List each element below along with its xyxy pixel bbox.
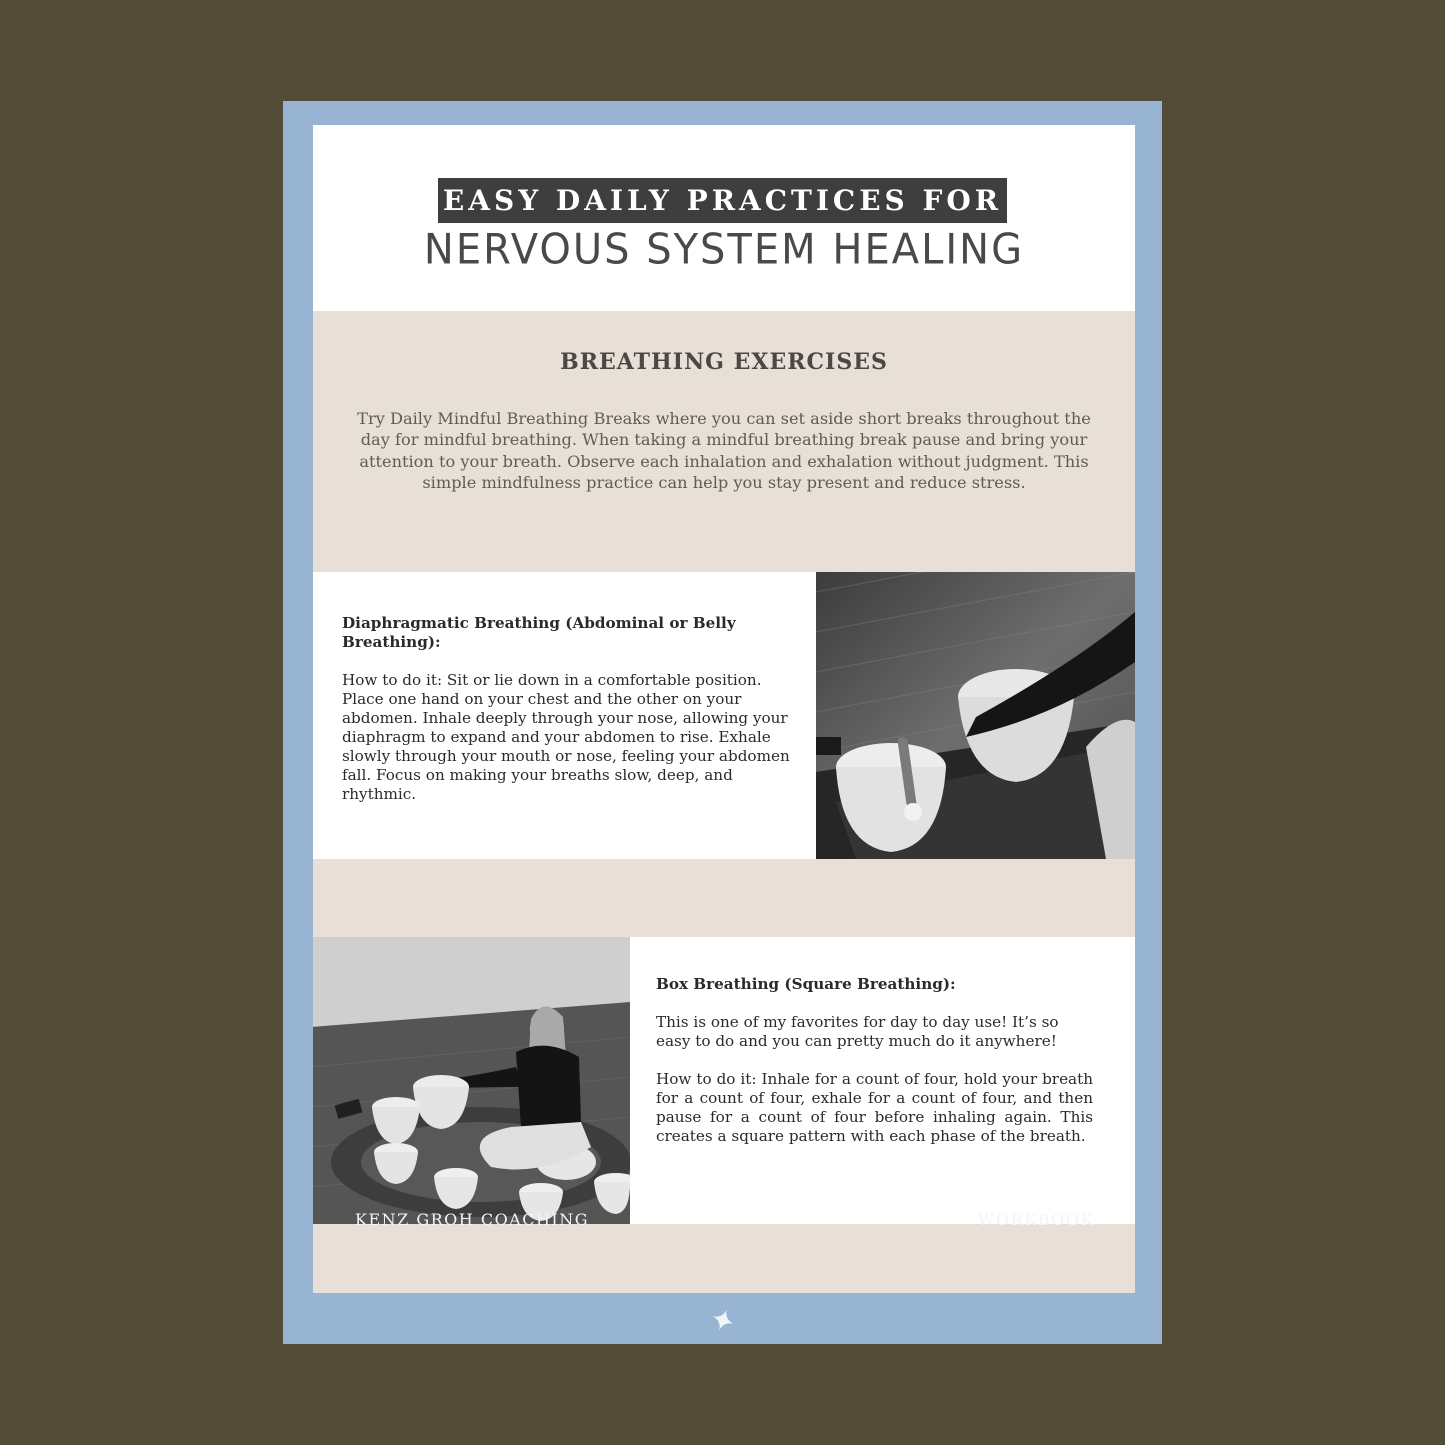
coach-photo xyxy=(313,937,630,1224)
card-text xyxy=(656,975,1093,1165)
card-body: How to do it: Inhale for a count of four, hold your breath for a count of four, exhale for a count of four, and then pause for a count of four before inhaling again. This creates a square pattern with each phase of the breath. xyxy=(656,1070,1093,1145)
section-intro: Try Daily Mindful Breathing Breaks where you can set aside short breaks throughout the day for mindful breathing. When taking a mindful breathing break pause and bring your attention to your breath. Observe each inhalation and exhalation without judgment. This simple mindfulness practice can help you stay present and reduce stress. xyxy=(357,409,1091,492)
coach-illustration xyxy=(313,937,630,1224)
singing-bowl-photo xyxy=(816,572,1135,859)
footer-brand: KENZ GROH COACHING xyxy=(355,1210,590,1229)
page-title-text: NERVOUS SYSTEM HEALING xyxy=(423,225,1025,275)
title-top: EASY DAILY PRACTICES FOR xyxy=(442,184,1003,217)
workbook-page xyxy=(283,101,1162,1344)
section-heading: BREATHING EXERCISES xyxy=(560,349,888,375)
card-heading: Box Breathing (Square Breathing): xyxy=(656,975,956,993)
card-text xyxy=(342,614,794,823)
singing-bowl-illustration xyxy=(816,572,1135,859)
page-header xyxy=(313,125,1135,311)
sparkle-star-icon xyxy=(712,1309,734,1331)
card-heading: Diaphragmatic Breathing (Abdominal or Belly Breathing): xyxy=(342,614,736,651)
card-body: How to do it: Sit or lie down in a comfortable position. Place one hand on your chest and the other on your abdomen. Inhale deeply through your nose, allowing your diaphragm to expand and your abdomen to rise. Exhale slowly through your mouth or nose, feeling your abdomen fall. Focus on making your breaths slow, deep, and rhythmic. xyxy=(342,671,790,803)
exercise-card-diaphragmatic xyxy=(313,572,1135,859)
card-intro: This is one of my favorites for day to day use! It’s so easy to do and you can pretty much do it anywhere! xyxy=(656,1013,1059,1050)
page-title xyxy=(313,226,1135,274)
page-content xyxy=(313,125,1135,1293)
exercise-card-box xyxy=(313,937,1135,1224)
footer-label: WORKBOOK xyxy=(978,1210,1094,1229)
title-banner xyxy=(438,178,1007,223)
